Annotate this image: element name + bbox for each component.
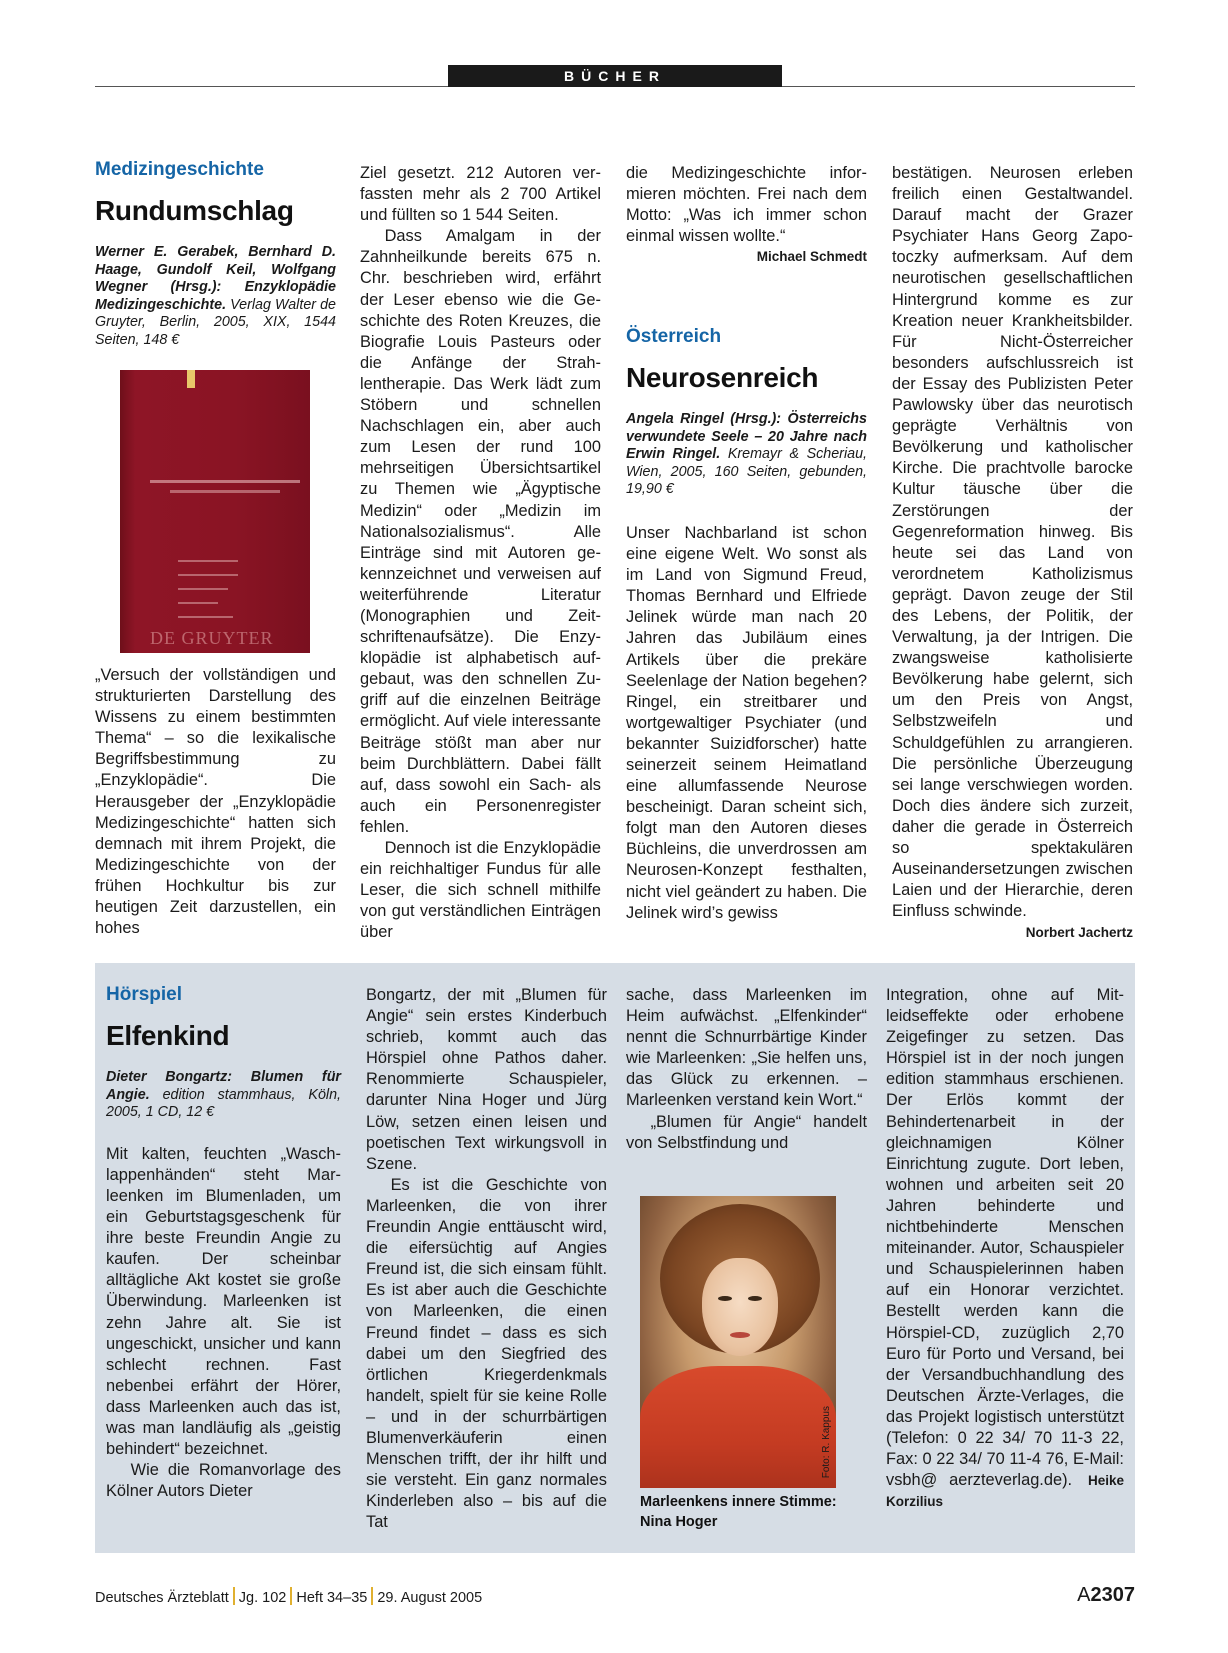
article-kicker: Österreich bbox=[626, 326, 722, 347]
author-byline: Norbert Jachertz bbox=[1025, 925, 1133, 941]
photo-credit: Foto: R. Kappus bbox=[821, 1405, 832, 1478]
journal-name: Deutsches Ärzteblatt bbox=[95, 1590, 229, 1606]
book-reference-main: Werner E. Gerabek, Bernhard D. Haage, Gundolf Keil, Wolfgang Wegner (Hrsg.): Enzyklopädie Medizingeschichte. bbox=[95, 244, 336, 313]
article-elfenkind-col3 bbox=[626, 985, 867, 1154]
page-number-value: 2307 bbox=[1090, 1584, 1135, 1606]
paragraph: Dennoch ist die Enzyklopädie ein reichhaltiger Fundus für alle Leser, die sich schnell mithilfe von gut verständlichen Einträgen über bbox=[360, 839, 601, 942]
book-reference-details: Verlag Walter de Gruyter, Berlin, 2005, XIX, 1544 Seiten, 148 € bbox=[95, 296, 336, 348]
article-elfenkind-col4 bbox=[886, 985, 1124, 1512]
paragraph: Bongartz, der mit „Blumen für Angie“ sein erstes Kinderbuch schrieb, kommt auch das Hörspiel ohne Pathos daher. Renommierte Schauspieler, darunter Nina Hoger und Jürg Löw, setzen einen leisen und poetischen Text wirkungsvoll in Szene. bbox=[366, 986, 607, 1173]
paragraph-text: bestätigen. Neurosen erleben freilich einen Gestaltwandel. Darauf macht der Grazer Psychiater Hans Georg Zapotoczky aufmerksam. Auf dem neurotischen gesellschaftlichen Hintergrund komme es zur Kreation neuer Krankheitsbilder. Für Nicht-Österreicher besonders aufschlussreich ist der Essay des Publizisten Peter Pawlowsky über das neurotisch geprägte Verhältnis von Bevölkerung und katholischer Kirche. Die prachtvolle barocke Kultur täusche über die Zerstörungen der Gegenreformation hinweg. Bis heute sei das Land von verordnetem Katholizismus geprägt. Davon zeuge der Stil des Lebens, der Politik, der Verwaltung, ja der Intrigen. Die zwangsweise katholisierte Bevölkerung habe gelernt, sich um den Preis von Angst, Selbstzweifeln und Schuldgefühlen zu arrangieren. Die persönliche Überzeugung sei lange verschwiegen worden. Doch dies ändere sich zurzeit, daher die gerade in Österreich so spektakulären Auseinandersetzungen zwischen Laien und der Hierarchie, deren Einfluss schwinde. bbox=[892, 164, 1133, 921]
paragraph: Dass Amalgam in der Zahnheilkunde bereits 675 n. Chr. beschrieben wird, erfährt der Leser ebenso wie die Geschichte des Roten Kreuzes, die Biografie Louis Pasteurs oder die Anfänge der Strahlentherapie. Das Werk lädt zum Stöbern und schnellen Nachschlagen ein, aber auch zum Lesen der rund 100 mehrseitigen Übersichtsartikel zu Themen wie „Ägyptische Medizin“ oder „Medizin im Nationalsozialismus“. Alle Einträge sind mit Autoren gekennzeichnet und verweisen auf weiterführende Literatur (Monographien und Zeitschriftenaufsätze). Die Enzyklopädie ist alphabetisch aufgebaut, was den schnellen Zugriff auf die einzelnen Beiträge ermöglicht. Auf viele interessante Beiträge stößt man aber nur beim Durchblättern. Dabei fällt auf, dass sowohl ein Sach- als auch ein Personenregister fehlen. bbox=[360, 227, 601, 836]
book-reference bbox=[106, 1069, 341, 1122]
book-reference-main: Angela Ringel (Hrsg.): Österreichs verwundete Seele – 20 Jahre nach Erwin Ringel. bbox=[626, 411, 867, 463]
paragraph: sache, dass Marleenken im Heim aufwächst. „Elfenkinder“ nennt die Schnurrbärtige Kinder wie Marleenken: „Sie helfen uns, das Glück zu erkennen. – Marleenken verstand kein Wort.“ bbox=[626, 986, 867, 1110]
article-kicker: Hörspiel bbox=[106, 984, 183, 1005]
paragraph-text: Integration, ohne auf Mitleidseffekte oder erhobene Zeigefinger zu setzen. Das Hörspiel ist in der noch jungen edition stammhaus erschienen. Der Erlös kommt der Behindertenarbeit in der gleichnamigen Kölner Einrichtung zugute. Dort leben, wohnen und arbeiten seit 20 Jahren behinderte und nichtbehinderte Menschen miteinander. Autor, Schauspieler und Schauspielerinnen haben auf ein Honorar verzichtet. Bestellt werden kann die Hörspiel-CD, zuzüglich 2,70 Euro für Porto und Versand, bei der Versandbuchhandlung des Deutschen Ärzte-Verlages, die das Projekt logistisch unterstützt (Telefon: 0 22 34/ 70 11-3 22, Fax: 0 22 34/ 70 11-4 76, E-Mail: vsbh@ aerzteverlag.de). bbox=[886, 986, 1124, 1490]
page-prefix: A bbox=[1077, 1584, 1091, 1606]
article-elfenkind-col1 bbox=[106, 983, 341, 1502]
photo-caption: Marleenkens innere Stimme: Nina Hoger bbox=[640, 1494, 837, 1530]
paragraph: Wie die Romanvorlage des Kölner Autors Dieter bbox=[106, 1461, 341, 1501]
article-medizingeschichte-col2 bbox=[360, 163, 601, 943]
article-kicker: Medizingeschichte bbox=[95, 159, 264, 180]
author-byline: Michael Schmedt bbox=[756, 249, 867, 265]
paragraph bbox=[892, 163, 1133, 941]
paragraph: „Blumen für Angie“ handelt von Selbstfindung und bbox=[626, 1112, 867, 1152]
book-cover-image bbox=[120, 370, 310, 653]
article-title: Elfenkind bbox=[106, 1020, 230, 1051]
article-medizingeschichte-col1 bbox=[95, 158, 336, 350]
article-medizingeschichte-col1-text bbox=[95, 665, 336, 939]
article-elfenkind-col2 bbox=[366, 985, 607, 1533]
section-label: BÜCHER bbox=[448, 65, 782, 87]
paragraph bbox=[886, 985, 1124, 1512]
issue-date: 29. August 2005 bbox=[377, 1590, 483, 1606]
article-medizingeschichte-col3 bbox=[626, 163, 867, 267]
author-byline: Heike Korzilius bbox=[886, 1473, 1124, 1510]
journal-volume: Jg. 102 bbox=[238, 1590, 287, 1606]
journal-issue: Heft 34–35 bbox=[296, 1590, 368, 1606]
paragraph: Unser Nachbarland ist schon eine eigene Welt. Wo sonst als im Land von Sigmund Freud, Thomas Bernhard und Elfriede Jelinek würde man nach 20 Jahren das Jubiläum eines Artikels über die prekäre Seelenlage der Nation begehen? Ringel, ein streitbarer und wortgewaltiger Psychiater (und bekannter Suizidforscher) hatte seinerzeit seinem Heimatland eine allumfassende Neurose bescheinigt. Daran scheint sich, folgt man den Autoren dieses Büchleins, die unverdrossen am Neurosen-Konzept festhalten, nicht viel geändert zu haben. Die Jelinek wird’s gewiss bbox=[626, 523, 867, 922]
article-neurosenreich-col3 bbox=[626, 325, 867, 924]
page-number bbox=[1077, 1580, 1135, 1610]
book-reference bbox=[626, 411, 867, 499]
paragraph: die Medizingeschichte informieren möchten. Frei nach dem Motto: „Was ich immer schon einmal wissen wollte.“ bbox=[626, 164, 867, 246]
book-reference-details: edition stammhaus, Köln, 2005, 1 CD, 12 € bbox=[106, 1086, 341, 1121]
book-reference-main: Dieter Bongartz: Blumen für Angie. bbox=[106, 1069, 341, 1103]
portrait-photo bbox=[640, 1196, 836, 1488]
book-reference-details: Kremayr & Scheriau, Wien, 2005, 160 Seiten, gebunden, 19,90 € bbox=[626, 446, 867, 498]
book-cover-publisher: DE GRUYTER bbox=[150, 628, 274, 648]
paragraph: „Versuch der vollständigen und strukturierten Darstellung des Wissens zu einem bestimmten Thema“ – so die lexikalische Begriffsbestimmung zu „Enzyklopädie“. Die Herausgeber der „Enzyklopädie Medizingeschichte“ hatten sich demnach mit ihrem Projekt, die Medizingeschichte von der frühen Hochkultur bis zur heutigen Zeit darzustellen, ein hohes bbox=[95, 666, 336, 938]
paragraph: Mit kalten, feuchten „Waschlappenhänden“ steht Marleenken im Blumenladen, um ein Geburtstagsgeschenk für ihre beste Freundin Angie zu kaufen. Der scheinbar alltägliche Akt kostet sie große Überwindung. Marleenken ist zehn Jahre alt. Sie ist ungeschickt, unsicher und kann schlecht rechnen. Fast nebenbei erfährt der Hörer, dass Marleenken auch das ist, was man landläufig als „geistig behindert“ bezeichnet. bbox=[106, 1144, 341, 1459]
book-reference bbox=[95, 244, 336, 350]
article-title: Rundumschlag bbox=[95, 195, 294, 226]
paragraph: Es ist die Geschichte von Marleenken, die von ihrer Freundin Angie enttäuscht wird, die eifersüchtig auf Angies Freund ist, die sich einsam fühlt. Es ist aber auch die Geschichte von Marleenken, die einen Freund findet – dass es sich dabei um den Siegfried des örtlichen Kriegerdenkmals handelt, spielt für sie keine Rolle – und in der schurrbärtigen Blumenverkäuferin einen Menschen trifft, der ihr hilft und sie versteht. Ein ganz normales Kinderleben also – bis auf die Tat bbox=[366, 1175, 607, 1532]
footer-citation bbox=[95, 1585, 482, 1611]
article-neurosenreich-col4 bbox=[892, 163, 1133, 943]
paragraph: Ziel gesetzt. 212 Autoren verfassten mehr als 2 700 Artikel und füllten so 1 544 Seiten. bbox=[360, 164, 601, 225]
article-title: Neurosenreich bbox=[626, 362, 819, 393]
